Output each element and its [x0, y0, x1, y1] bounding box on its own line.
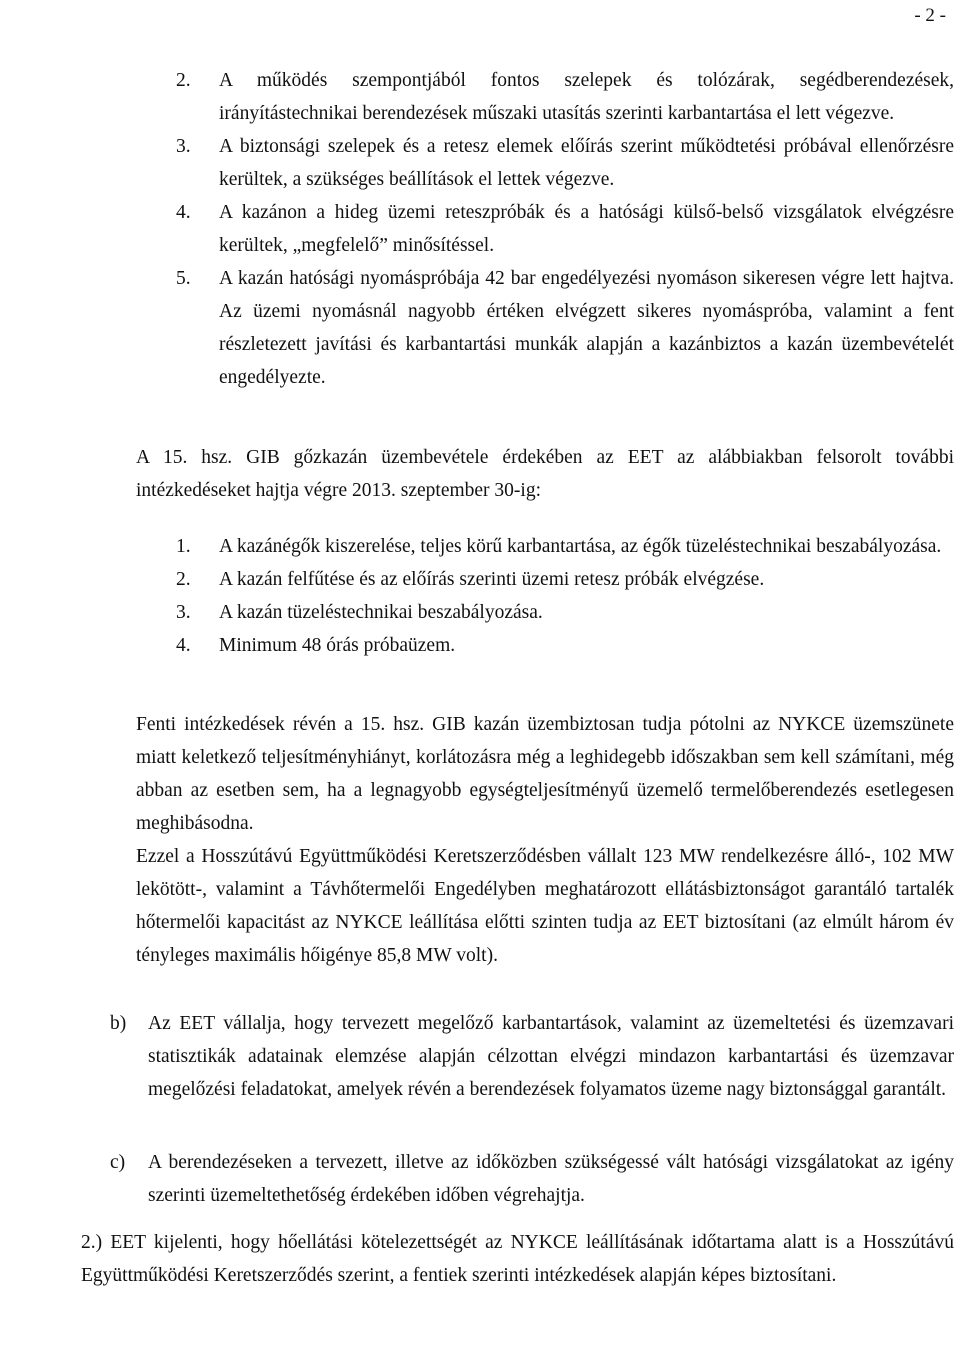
lettered-item-b [110, 1007, 954, 1106]
list-item [176, 629, 954, 662]
paragraph-supply-security: Fenti intézkedések révén a 15. hsz. GIB kazán üzembiztosan tudja pótolni az NYKCE üzemszünete miatt keletkező teljesítményhiányt, korlátozásra még a leghidegebb időszakban sem kell számítani, még abban az esetben sem, ha a legnagyobb egységteljesítményű üzemelő termelőberendezés esetlegesen meghibásodna. [136, 714, 954, 834]
lettered-item-c [110, 1146, 954, 1212]
list-item-number: 2. [176, 70, 191, 91]
list-item [176, 262, 954, 394]
paragraph-reserve-capacity: Ezzel a Hosszútávú Együttműködési Keretszerződésben vállalt 123 MW rendelkezésre álló-, 102 MW lekötött-, valamint a Távhőtermelői Engedélyben meghatározott ellátásbiztonságot garantáló tartalék hőtermelői kapacitást az NYKCE leállítása előtti szinten tudja az EET biztosítani (az elmúlt három év tényleges maximális hőigénye 85,8 MW volt). [136, 846, 954, 966]
list-item-text: A biztonsági szelepek és a retesz elemek előírás szerint működtetési próbával ellenőrzésre kerültek, a szükséges beállítások el lettek végezve. [219, 136, 954, 190]
list-item-letter: c) [110, 1152, 126, 1173]
list-item [176, 596, 954, 629]
numbered-list-planned-measures [176, 530, 954, 662]
numbered-list-completed-works [176, 64, 954, 394]
list-item-text: Minimum 48 órás próbaüzem. [219, 635, 456, 656]
list-item-number: 5. [176, 268, 191, 289]
list-item-text: A berendezéseken a tervezett, illetve az időközben szükségessé vált hatósági vizsgálatokat az igény szerinti üzemeltethetőség érdekében időben végrehajtja. [148, 1152, 954, 1206]
list-item-text: A működés szempontjából fontos szelepek és tolózárak, segédberendezések, irányítástechnikai berendezések műszaki utasítás szerinti karbantartása el lett végezve. [219, 70, 954, 124]
list-item [176, 130, 954, 196]
final-paragraph: 2.) EET kijelenti, hogy hőellátási kötelezettségét az NYKCE leállításának időtartama alatt is a Hosszútávú Együttműködési Keretszerződés szerint, a fentiek szerinti intézkedések alapján képes biztosítani. [81, 1232, 954, 1286]
list-item-text: A kazánégők kiszerelése, teljes körű karbantartása, az égők tüzeléstechnikai beszabályozása. [219, 536, 942, 557]
list-item [176, 196, 954, 262]
list-item [110, 1146, 954, 1212]
list-item-number: 4. [176, 635, 191, 656]
intro-paragraph: A 15. hsz. GIB gőzkazán üzembevétele érdekében az EET az alábbiakban felsorolt további intézkedéseket hajtja végre 2013. szeptember 30-ig: [136, 447, 954, 501]
list-item [176, 530, 954, 563]
list-item [110, 1007, 954, 1106]
list-item-number: 3. [176, 136, 191, 157]
list-item-letter: b) [110, 1013, 127, 1034]
list-item-text: A kazánon a hideg üzemi reteszpróbák és a hatósági külső-belső vizsgálatok elvégzésre kerültek, „megfelelő” minősítéssel. [219, 202, 954, 256]
list-item-number: 3. [176, 602, 191, 623]
main-paragraph [136, 708, 954, 972]
list-item [176, 64, 954, 130]
list-item-number: 4. [176, 202, 191, 223]
page-number: - 2 - [914, 5, 946, 26]
list-item-text: A kazán hatósági nyomáspróbája 42 bar engedélyezési nyomáson sikeresen végre lett hajtva. Az üzemi nyomásnál nagyobb értéken elvégzett sikeres nyomáspróba, valamint a fent részletezett javítási és karbantartási munkák alapján a kazánbiztos a kazán üzembevételét engedélyezte. [219, 268, 954, 388]
list-item-text: A kazán felfűtése és az előírás szerinti üzemi retesz próbák elvégzése. [219, 569, 765, 590]
list-item-number: 2. [176, 569, 191, 590]
list-item-number: 1. [176, 536, 191, 557]
list-item-text: A kazán tüzeléstechnikai beszabályozása. [219, 602, 543, 623]
list-item-text: Az EET vállalja, hogy tervezett megelőző karbantartások, valamint az üzemeltetési és üzemzavari statisztikák adatainak elemzése alapján célzottan elvégzi mindazon karbantartási és üzemzavar megelőzési feladatokat, amelyek révén a berendezések folyamatos üzeme nagy biztonsággal garantált. [148, 1013, 954, 1100]
list-item [176, 563, 954, 596]
